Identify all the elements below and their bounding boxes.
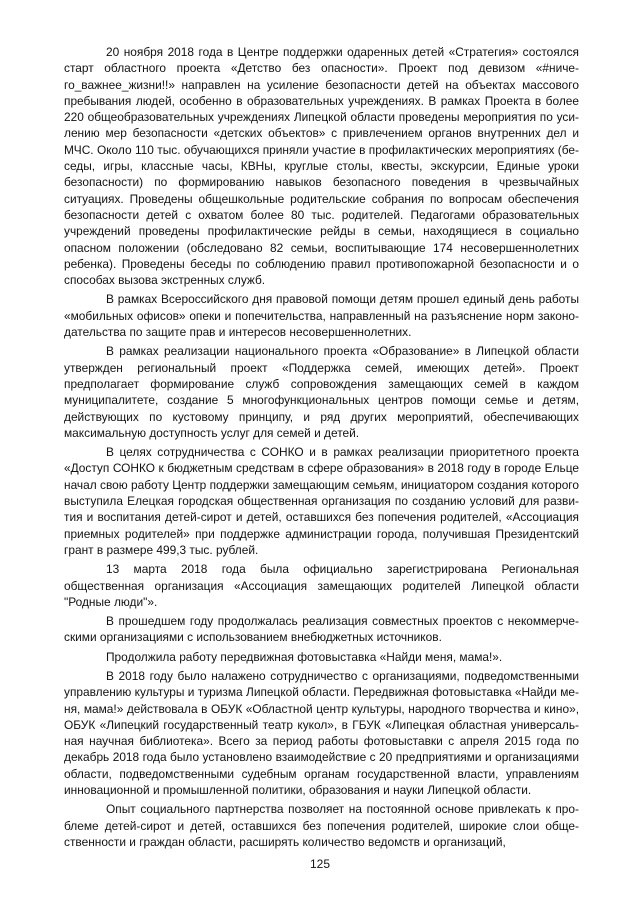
paragraph-sonko-cooperation: В целях сотрудничества с СОНКО и в рамках реализации приоритетного проекта «Доступ СОНКО к бюджетным средствам в сфере образования» в 2018 году в городе Ельце начал свою работу Центр поддержки замещающим семьям, инициатором создания которого выступила Елецкая городская общественная организация по созданию условий для развития и воспитания детей-сирот и детей, оставшихся без попечения родителей, «Ассоциация приемных родителей» при поддержке администрации города, получившая Президентский грант в размере 499,3 тыс. рублей. <box>64 445 579 557</box>
paragraph-legal-aid-day: В рамках Всероссийского дня правовой помощи детям прошел единый день работы «мобильных офисов» опеки и попечительства, направленный на разъяснение норм законодательства по защите прав и интересов несовершеннолетних. <box>64 292 579 340</box>
page-number: 125 <box>309 857 331 871</box>
paragraph-national-project: В рамках реализации национального проекта «Образование» в Липецкой области утвержден региональный проект «Поддержка семей, имеющих детей». Проект предполагает формирование служб сопровождения замещающих семей в каждом муниципалитете, создание 5 многофункциональных центров помощи семье и детям, действующих по кустовому принципу, и ряд других мероприятий, обеспечивающих максимальную доступность услуг для семей и детей. <box>64 344 579 440</box>
paragraph-culture-cooperation: В 2018 году было налажено сотрудничество с организациями, подведомственными управлению культуры и туризма Липецкой области. Передвижная фотовыставка «Найди меня, мама!» действовала в ОБУК «Областной центр культуры, народного творчества и кино», ОБУК «Липецкий государственный театр кукол», в ГБУК «Липецкая областная универсальная научная библиотека». Всего за период работы фотовыставки с апреля 2015 года по декабрь 2018 года было установлено взаимодействие с 20 предприятиями и организациями области, подведомственными судебным органам государственной власти, управлениям инновационной и промышленной политики, образования и науки Липецкой области. <box>64 668 579 798</box>
paragraph-association-registration: 13 марта 2018 года была официально зарегистрирована Региональная общественная организация «Ассоциация замещающих родителей Липецкой области "Родные люди"». <box>64 562 579 609</box>
paragraph-strategy-project: 20 ноября 2018 года в Центре поддержки одаренных детей «Стратегия» состоялся старт областного проекта «Детство без опасности». Проект под девизом «#ничего_важнее_жизни!!» направлен на усиление безопасности детей на объектах массового пребывания людей, особенно в образовательных учреждениях. В рамках Проекта в более 220 общеобразовательных учреждениях Липецкой области проведены мероприятия по усилению мер безопасности «детских объектов» с привлечением органов внутренних дел и МЧС. Около 110 тыс. обучающихся приняли участие в профилактических мероприятиях (беседы, игры, классные часы, КВНы, круглые столы, квесты, экскурсии, Единые уроки безопасности) по формированию навыков безопасного поведения в чрезвычайных ситуациях. Проведены общешкольные родительские собрания по вопросам обеспечения безопасности детей с охватом более 80 тыс. родителей. Педагогами образовательных учреждений проведены профилактические рейды в семьи, находящиеся в социально опасном положении (обследовано 82 семьи, воспитывающие 174 несовершеннолетних ребенка). Проведены беседы по соблюдению правил противопожарной безопасности и о способах вызова экстренных служб. <box>64 45 579 288</box>
paragraph-joint-projects: В прошедшем году продолжалась реализация совместных проектов с некоммерческими организациями с использованием внебюджетных источников. <box>64 614 579 645</box>
paragraph-photo-exhibition: Продолжила работу передвижная фотовыставка «Найди меня, мама!». <box>106 649 503 664</box>
document-page <box>64 44 579 853</box>
paragraph-social-partnership: Опыт социального партнерства позволяет на постоянной основе привлекать к проблеме детей-сирот и детей, оставшихся без попечения родителей, широкие слои общественности и граждан области, расширять количество ведомств и организаций, <box>64 802 579 849</box>
